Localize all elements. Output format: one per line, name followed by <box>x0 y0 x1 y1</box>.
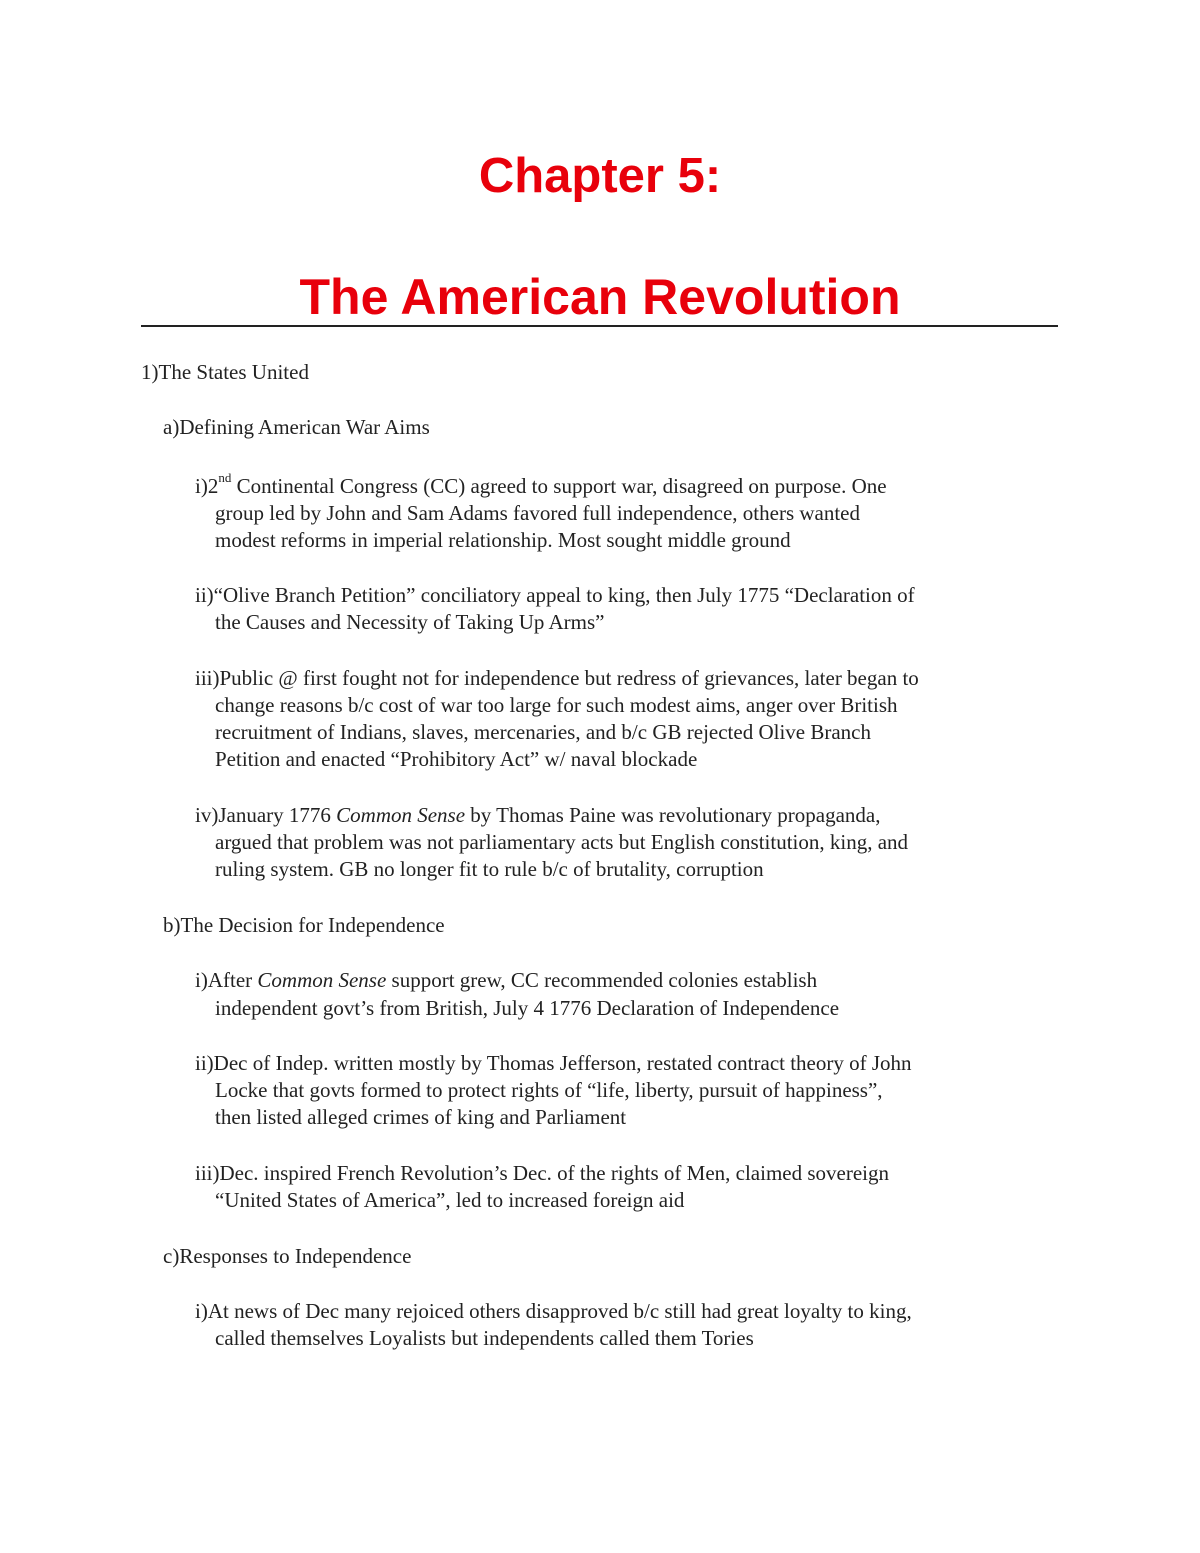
point-a-ii-line-2: the Causes and Necessity of Taking Up Arms” <box>215 610 605 634</box>
point-a-iv-line-3: ruling system. GB no longer fit to rule b/c of brutality, corruption <box>215 857 764 881</box>
point-b-ii-line-1: ii)Dec of Indep. written mostly by Thomas Jefferson, restated contract theory of John <box>195 1051 912 1075</box>
point-a-iv-suffix: by Thomas Paine was revolutionary propaganda, <box>465 803 881 827</box>
point-a-iii-line-1: iii)Public @ first fought not for independence but redress of grievances, later began to <box>195 666 919 690</box>
section-heading-1: 1)The States United <box>141 360 309 384</box>
ordinal-superscript: nd <box>218 470 232 485</box>
point-a-iv-prefix: iv)January 1776 <box>195 803 337 827</box>
point-a-i-line-3: modest reforms in imperial relationship. Most sought middle ground <box>215 528 791 552</box>
point-b-ii-line-2: Locke that govts formed to protect rights of “life, liberty, pursuit of happiness”, <box>215 1078 883 1102</box>
point-a-iii-line-4: Petition and enacted “Prohibitory Act” w/ naval blockade <box>215 747 698 771</box>
point-b-ii-line-3: then listed alleged crimes of king and Parliament <box>215 1105 627 1129</box>
subsection-heading-c: c)Responses to Independence <box>163 1244 412 1268</box>
subsection-heading-b: b)The Decision for Independence <box>163 913 445 937</box>
point-a-iii-line-3: recruitment of Indians, slaves, mercenaries, and b/c GB rejected Olive Branch <box>215 720 871 744</box>
point-a-iv-line-1 <box>195 802 880 829</box>
point-b-i-prefix: i)After <box>195 968 258 992</box>
point-a-i-marker: i)2 <box>195 474 219 498</box>
book-title: Common Sense <box>336 803 466 827</box>
point-a-ii-line-1: ii)“Olive Branch Petition” conciliatory appeal to king, then July 1775 “Declaration of <box>195 583 915 607</box>
chapter-title: The American Revolution <box>299 269 901 325</box>
point-a-iv-line-2: argued that problem was not parliamentary acts but English constitution, king, and <box>215 830 909 854</box>
point-a-i-line-2: group led by John and Sam Adams favored full independence, others wanted <box>215 501 861 525</box>
point-a-i-line-1 <box>195 470 887 500</box>
point-b-iii-line-1: iii)Dec. inspired French Revolution’s Dec. of the rights of Men, claimed sovereign <box>195 1161 889 1185</box>
point-a-iii-line-2: change reasons b/c cost of war too large for such modest aims, anger over British <box>215 693 898 717</box>
subsection-heading-a: a)Defining American War Aims <box>163 415 430 439</box>
book-title: Common Sense <box>257 968 387 992</box>
chapter-heading: Chapter 5: <box>478 149 722 203</box>
point-b-i-line-1 <box>195 967 817 994</box>
title-divider <box>141 325 1058 327</box>
point-c-i-line-1: i)At news of Dec many rejoiced others disapproved b/c still had great loyalty to king, <box>195 1299 912 1323</box>
point-c-i-line-2: called themselves Loyalists but independents called them Tories <box>215 1326 754 1350</box>
point-a-i-text: Continental Congress (CC) agreed to support war, disagreed on purpose. One <box>231 474 887 498</box>
point-b-iii-line-2: “United States of America”, led to increased foreign aid <box>215 1188 685 1212</box>
point-b-i-line-2: independent govt’s from British, July 4 1776 Declaration of Independence <box>215 996 840 1020</box>
point-b-i-suffix: support grew, CC recommended colonies establish <box>386 968 818 992</box>
